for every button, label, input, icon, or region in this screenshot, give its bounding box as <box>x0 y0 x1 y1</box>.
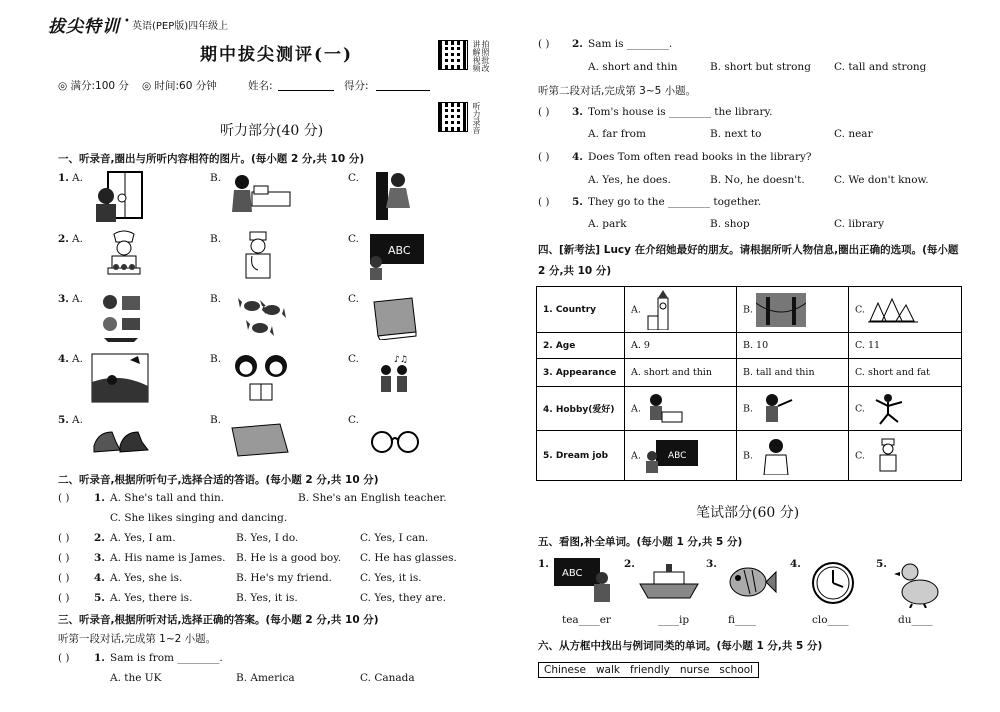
s5-heading: 五、看图,补全单词。(每小题 1 分,共 5 分) <box>538 536 743 548</box>
option-a[interactable]: A. the UK <box>110 672 162 684</box>
row-label: 4. Hobby(爱好) <box>537 387 625 431</box>
girl-playing-violin-icon <box>756 392 796 426</box>
option-b[interactable]: B. 10 <box>737 333 849 359</box>
option-b-cell[interactable] <box>737 431 849 481</box>
option-c-cell[interactable] <box>849 287 962 333</box>
full-score: ◎ 满分:100 分 <box>58 80 129 92</box>
item-number: 3. <box>706 558 717 570</box>
s1-a-label: A. <box>72 172 83 184</box>
time-limit: ◎ 时间:60 分钟 <box>142 80 217 92</box>
option-a[interactable]: A. Yes, there is. <box>110 592 193 604</box>
item-number: 2. <box>624 558 635 570</box>
question-number: 1. <box>94 652 105 664</box>
girl-making-bed-picture[interactable] <box>230 172 292 220</box>
qr-code-icon[interactable] <box>438 40 468 70</box>
table-row <box>537 387 962 431</box>
glasses-picture[interactable] <box>368 426 424 456</box>
question-number: 2. <box>94 532 105 544</box>
golden-gate-bridge-icon <box>756 293 806 327</box>
row-label: 1. Country <box>537 287 625 333</box>
s1-a-label: A. <box>72 293 83 305</box>
duck-icon <box>892 560 942 608</box>
exam-title: 期中拔尖测评(一) <box>200 45 354 65</box>
option-a[interactable]: A. short and thin <box>588 61 678 73</box>
book-picture[interactable] <box>370 296 420 340</box>
ship-icon <box>638 562 700 602</box>
option-a[interactable]: A. short and thin <box>625 359 737 387</box>
teacher-icon <box>644 438 700 474</box>
s1-a-label: A. <box>72 414 83 426</box>
table-row <box>537 287 962 333</box>
teacher-at-blackboard-picture[interactable] <box>364 232 426 282</box>
girl-reading-icon <box>644 392 684 426</box>
option-a-cell[interactable] <box>625 287 737 333</box>
row-label: 3. Appearance <box>537 359 625 387</box>
name-label: 姓名: <box>248 80 273 92</box>
option-a: A. <box>631 403 641 414</box>
option-c[interactable]: C. short and fat <box>849 359 962 387</box>
question-text: Does Tom often read books in the library? <box>588 151 812 163</box>
svg-text:♪♫: ♪♫ <box>394 355 408 365</box>
s1-num: 1. <box>58 172 69 184</box>
option-b[interactable]: B. next to <box>710 128 762 140</box>
option-b[interactable]: B. America <box>236 672 295 684</box>
word-blank[interactable]: du____ <box>898 614 933 626</box>
option-c[interactable]: C. We don't know. <box>834 174 929 186</box>
s1-num: 5. <box>58 414 69 426</box>
s1-c-label: C. <box>348 172 359 184</box>
question-number: 1. <box>94 492 105 504</box>
question-number: 2. <box>572 38 583 50</box>
brand-logo: 拔尖特训 <box>48 17 120 37</box>
word-blank[interactable]: clo____ <box>812 614 849 626</box>
doctor-picture[interactable] <box>238 230 278 284</box>
kids-flying-kite-picture[interactable] <box>90 352 150 404</box>
word-blank[interactable]: ____ip <box>658 614 690 626</box>
s1-num: 3. <box>58 293 69 305</box>
s1-num: 4. <box>58 353 69 365</box>
option-a: A. <box>631 450 641 461</box>
s1-a-label: A. <box>72 353 83 365</box>
option-a[interactable]: A. She's tall and thin. <box>110 492 225 504</box>
answer-paren[interactable]: ( ) <box>538 196 550 208</box>
score-label: 得分: <box>344 80 369 92</box>
option-c-cell[interactable] <box>849 387 962 431</box>
answer-paren[interactable]: ( ) <box>538 151 550 163</box>
name-line[interactable] <box>278 90 334 91</box>
big-ben-tower-icon <box>644 290 680 330</box>
s3-part1-instruction: 听第一段对话,完成第 1~2 小题。 <box>58 633 217 645</box>
option-c: C. <box>855 403 865 414</box>
board-text: ABC <box>562 568 583 579</box>
item-number: 1. <box>538 558 549 570</box>
toys-picture[interactable] <box>98 292 146 344</box>
question-text: Sam is ________. <box>588 38 673 50</box>
option-a[interactable]: A. park <box>588 218 627 230</box>
answer-paren[interactable]: ( ) <box>538 38 550 50</box>
writing-title: 笔试部分(60 分) <box>696 505 800 521</box>
s1-c-label: C. <box>348 353 359 365</box>
question-text: Tom's house is ________ the library. <box>588 106 773 118</box>
item-number: 5. <box>876 558 887 570</box>
s3-part2-instruction: 听第二段对话,完成第 3~5 小题。 <box>538 85 697 97</box>
option-c[interactable]: C. Yes, I can. <box>360 532 429 544</box>
option-a-cell[interactable] <box>625 387 737 431</box>
s1-b-label: B. <box>210 233 222 245</box>
girls-reading-book-picture[interactable] <box>230 352 292 404</box>
candies-picture[interactable] <box>236 296 292 340</box>
option-c[interactable]: C. Canada <box>360 672 415 684</box>
option-b: B. <box>743 403 754 414</box>
question-number: 5. <box>572 196 583 208</box>
s3-heading: 三、听录音,根据所听对话,选择正确的答案。(每小题 2 分,共 10 分) <box>58 614 379 626</box>
table-row <box>537 333 962 359</box>
s1-c-label: C. <box>348 293 359 305</box>
s1-b-label: B. <box>210 353 222 365</box>
qr-audio-label: 听力录音 <box>472 102 481 134</box>
question-number: 5. <box>94 592 105 604</box>
cook-with-food-picture[interactable] <box>104 230 144 282</box>
option-c[interactable]: C. He has glasses. <box>360 552 457 564</box>
word-blank[interactable]: fi____ <box>728 614 757 626</box>
s1-b-label: B. <box>210 172 222 184</box>
option-b[interactable]: B. shop <box>710 218 750 230</box>
singer-icon <box>756 437 796 475</box>
option-a[interactable]: A. Yes, he does. <box>588 174 671 186</box>
option-c[interactable]: C. She likes singing and dancing. <box>110 512 288 524</box>
board-text: ABC <box>388 244 411 257</box>
option-b[interactable]: B. No, he doesn't. <box>710 174 805 186</box>
kids-singing-dancing-picture[interactable] <box>374 352 414 404</box>
answer-paren[interactable]: ( ) <box>58 572 70 584</box>
question-text: Sam is from ________. <box>110 652 223 664</box>
s1-b-label: B. <box>210 293 222 305</box>
option-b: B. <box>743 450 754 461</box>
s1-a-label: A. <box>72 233 83 245</box>
row-label: 5. Dream job <box>537 431 625 481</box>
option-c-cell[interactable] <box>849 431 962 481</box>
board-text: ABC <box>667 450 687 461</box>
option-b[interactable]: B. tall and thin <box>737 359 849 387</box>
nurse-icon <box>868 437 908 475</box>
option-c[interactable]: C. tall and strong <box>834 61 927 73</box>
s4-heading-line1: 四、[新考法] Lucy 在介绍她最好的朋友。请根据所听人物信息,圈出正确的选项。(每小题 <box>538 244 959 256</box>
question-number: 4. <box>94 572 105 584</box>
option-c: C. <box>855 304 865 315</box>
card-picture[interactable] <box>230 422 292 458</box>
shoes-picture[interactable] <box>92 422 150 458</box>
question-text: They go to the ________ together. <box>588 196 762 208</box>
bullet-dot: • <box>124 16 130 27</box>
option-b: B. <box>743 304 754 315</box>
s4-heading-line2: 2 分,共 10 分) <box>538 265 612 277</box>
edition-label: 英语(PEP版)四年级上 <box>132 21 229 32</box>
s1-c-label: C. <box>348 233 359 245</box>
girl-opening-door-picture[interactable] <box>374 170 414 222</box>
clock-icon <box>810 560 856 606</box>
row-label: 2. Age <box>537 333 625 359</box>
s2-heading: 二、听录音,根据所听句子,选择合适的答语。(每小题 2 分,共 10 分) <box>58 474 379 486</box>
option-b[interactable]: B. He's my friend. <box>236 572 332 584</box>
boy-cleaning-window-picture[interactable] <box>92 170 148 224</box>
option-a[interactable]: A. 9 <box>625 333 737 359</box>
option-c[interactable]: C. Yes, they are. <box>360 592 446 604</box>
option-a-cell[interactable] <box>625 431 737 481</box>
option-c[interactable]: C. 11 <box>849 333 962 359</box>
listening-title: 听力部分(40 分) <box>220 123 324 139</box>
option-c: C. <box>855 450 865 461</box>
option-b[interactable]: B. Yes, it is. <box>236 592 298 604</box>
s1-num: 2. <box>58 233 69 245</box>
question-number: 3. <box>94 552 105 564</box>
s1-b-label: B. <box>210 414 222 426</box>
s1-c-label: C. <box>348 414 359 426</box>
table-row <box>537 431 962 481</box>
s1-heading: 一、听录音,圈出与所听内容相符的图片。(每小题 2 分,共 10 分) <box>58 153 365 165</box>
teacher-blackboard-icon <box>552 556 614 604</box>
question-number: 3. <box>572 106 583 118</box>
fish-icon <box>722 560 778 604</box>
option-c[interactable]: C. near <box>834 128 873 140</box>
option-b[interactable]: B. She's an English teacher. <box>298 492 447 504</box>
option-a[interactable]: A. Yes, she is. <box>110 572 183 584</box>
s6-heading: 六、从方框中找出与例词同类的单词。(每小题 1 分,共 5 分) <box>538 640 823 652</box>
answer-paren[interactable]: ( ) <box>58 492 70 504</box>
option-b[interactable]: B. Yes, I do. <box>236 532 299 544</box>
option-b[interactable]: B. He is a good boy. <box>236 552 342 564</box>
option-c[interactable]: C. library <box>834 218 885 230</box>
right-page <box>500 0 1000 712</box>
answer-paren[interactable]: ( ) <box>58 592 70 604</box>
answer-paren[interactable]: ( ) <box>58 652 70 664</box>
word-blank[interactable]: tea____er <box>562 614 611 626</box>
question-number: 4. <box>572 151 583 163</box>
option-a[interactable]: A. far from <box>588 128 646 140</box>
answer-paren[interactable]: ( ) <box>58 532 70 544</box>
answer-paren[interactable]: ( ) <box>58 552 70 564</box>
score-line[interactable] <box>376 90 430 91</box>
girl-dancing-icon <box>868 392 908 426</box>
option-c[interactable]: C. Yes, it is. <box>360 572 422 584</box>
qr-video-label: 拍照批改讲解视频 <box>472 40 490 72</box>
answer-paren[interactable]: ( ) <box>538 106 550 118</box>
option-a[interactable]: A. Yes, I am. <box>110 532 176 544</box>
qr-audio-icon[interactable] <box>438 102 468 132</box>
option-b[interactable]: B. short but strong <box>710 61 811 73</box>
option-a[interactable]: A. His name is James. <box>110 552 226 564</box>
sydney-opera-house-icon <box>868 295 918 325</box>
option-b-cell[interactable] <box>737 287 849 333</box>
word-box: Chinese walk friendly nurse school <box>538 662 759 678</box>
option-a: A. <box>631 304 641 315</box>
person-info-table <box>536 286 962 481</box>
item-number: 4. <box>790 558 801 570</box>
option-b-cell[interactable] <box>737 387 849 431</box>
table-row <box>537 359 962 387</box>
